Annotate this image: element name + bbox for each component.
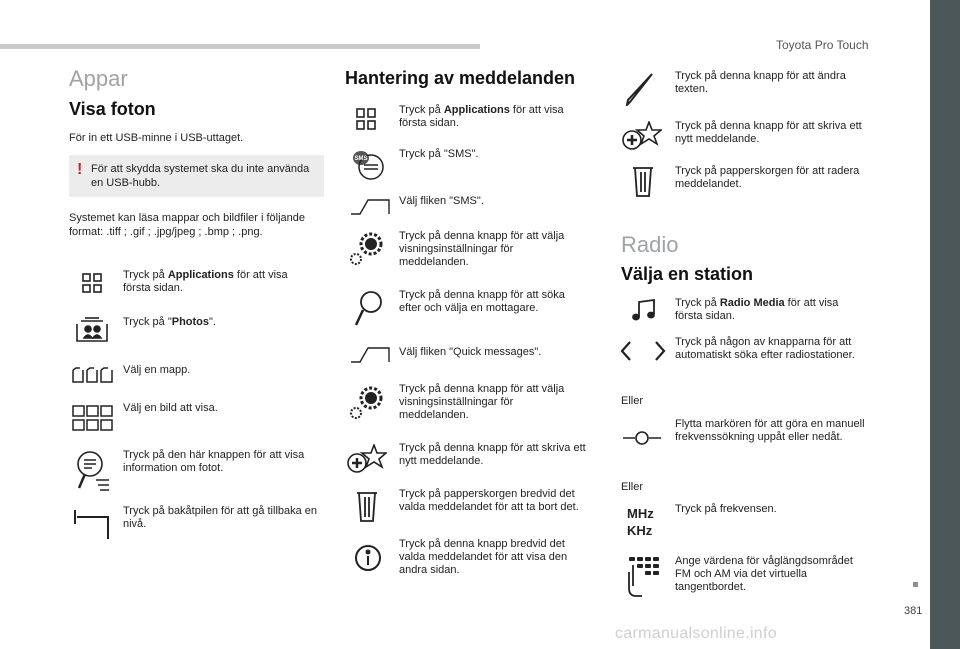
step-text: Tryck på denna knapp för att välja visningsinställningar för meddelanden.: [399, 383, 565, 421]
step-text: Välj fliken "Quick messages".: [399, 346, 542, 358]
edit-pencil-icon: [625, 72, 655, 106]
slider-icon: [622, 424, 662, 452]
step-text: Tryck på denna knapp för att söka efter och välja en mottagare.: [399, 289, 565, 314]
settings-icon: [349, 385, 383, 421]
side-strip: [930, 0, 960, 649]
step-text: Tryck på "Photos".: [123, 316, 216, 328]
subtitle-select-station: Välja en station: [621, 264, 754, 284]
sms-badge-text: SMS: [354, 156, 368, 162]
music-note-icon: [632, 299, 656, 321]
header-bar: [0, 44, 480, 49]
continue-marker: [913, 582, 918, 587]
folders-icon: [72, 367, 114, 383]
trash-icon: [356, 491, 378, 523]
section-title-radio: Radio: [621, 232, 679, 257]
tab-icon: [350, 199, 390, 215]
or-text: Eller: [621, 395, 644, 407]
page-number: 381: [904, 605, 923, 617]
info-icon: [354, 544, 382, 572]
applications-grid-icon: [356, 108, 376, 130]
warning-text: För att skydda systemet ska du inte använda en USB-hubb.: [91, 163, 310, 189]
warning-note: [69, 155, 324, 197]
or-text: Eller: [621, 481, 644, 493]
mhz-khz-icon: [627, 505, 654, 539]
step-text: Tryck på Applications för att visa första sidan.: [399, 104, 564, 129]
step-text: Flytta markören för att göra en manuell frekvenssökning uppåt eller nedåt.: [675, 418, 865, 443]
new-message-icon: [622, 121, 662, 151]
step-text: Ange värdena för våglängdsområdet FM och AM via det virtuella tangentbordet.: [675, 555, 853, 593]
search-icon: [353, 290, 383, 328]
step-text: Välj fliken "SMS".: [399, 195, 484, 207]
warning-icon: !: [77, 161, 83, 178]
settings-icon: [349, 231, 383, 267]
step-text: Välj en mapp.: [123, 364, 191, 376]
khz-label: KHz: [627, 523, 653, 538]
formats-text: Systemet kan läsa mappar och bildfiler i följande format: .tiff ; .gif ; .jpg/jpeg ; .bmp ; .png.: [69, 212, 306, 238]
messages-title: Hantering av meddelanden: [345, 68, 576, 88]
step-text: Tryck på bakåtpilen för att gå tillbaka en nivå.: [123, 505, 318, 530]
trash-icon: [632, 166, 654, 198]
keypad-icon: [624, 556, 660, 598]
mhz-label: MHz: [627, 506, 654, 521]
step-text: Tryck på denna knapp för att välja visningsinställningar för meddelanden.: [399, 230, 565, 268]
step-text: Tryck på "SMS".: [399, 148, 479, 160]
chevrons-icon: [620, 341, 666, 361]
image-grid-icon: [72, 405, 114, 431]
step-text: Tryck på papperskorgen bredvid det valda meddelandet för att ta bort det.: [399, 488, 579, 513]
intro-text: För in ett USB-minne i USB-uttaget.: [69, 132, 244, 144]
step-text: Tryck på denna knapp för att skriva ett nytt meddelande.: [399, 442, 586, 467]
step-text: Tryck på denna knapp för att skriva ett nytt meddelande.: [675, 120, 862, 145]
applications-grid-icon: [82, 273, 102, 293]
step-text: Tryck på denna knapp för att ändra texten.: [675, 70, 846, 95]
header-title: Toyota Pro Touch: [776, 38, 869, 52]
sms-icon: [353, 150, 385, 180]
step-text: Tryck på Applications för att visa första sidan.: [123, 269, 288, 294]
step-text: Tryck på den här knappen för att visa information om fotot.: [123, 449, 305, 474]
watermark: carmanualsonline.info: [615, 625, 777, 642]
new-message-icon: [347, 444, 387, 474]
subtitle-view-photos: Visa foton: [69, 99, 156, 119]
tab-icon: [350, 347, 390, 363]
step-text: Tryck på frekvensen.: [675, 503, 777, 515]
step-text: Tryck på denna knapp bredvid det valda meddelandet för att visa den andra sidan.: [399, 538, 568, 576]
step-text: Tryck på Radio Media för att visa första sidan.: [675, 297, 839, 322]
step-text: Tryck på någon av knapparna för att automatiskt söka efter radiostationer.: [675, 336, 855, 361]
back-arrow-icon: [74, 509, 110, 541]
photo-info-icon: [76, 450, 110, 492]
photos-icon: [76, 316, 108, 342]
step-text: Välj en bild att visa.: [123, 402, 218, 414]
section-title-apps: Appar: [69, 66, 128, 91]
step-text: Tryck på papperskorgen för att radera meddelandet.: [675, 165, 860, 190]
